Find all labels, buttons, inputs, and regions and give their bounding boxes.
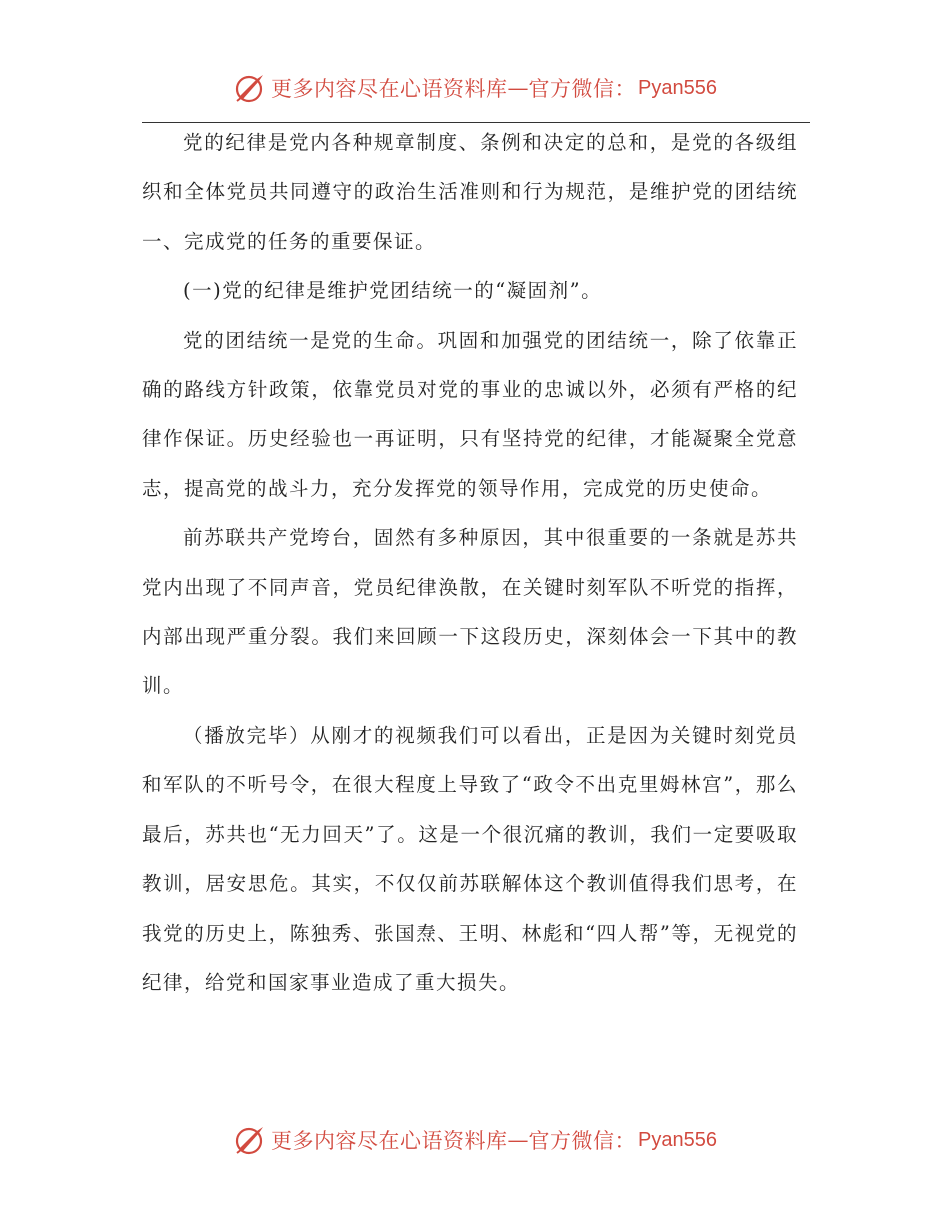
header-contact-id: Pyan556 [638,76,717,99]
header-banner-dash: — [507,76,529,100]
document-body [142,118,798,1007]
footer-banner-dash: — [507,1128,529,1152]
paragraph-unity: 党的团结统一是党的生命。巩固和加强党的团结统一，除了依靠正确的路线方针政策，依靠党员对党的事业的忠诚以外，必须有严格的纪律作保证。历史经验也一再证明，只有坚持党的纪律，才能凝聚全党意志，提高党的战斗力，充分发挥党的领导作用，完成党的历史使命。 [142,328,798,500]
section-heading: (一)党的纪律是维护党团结统一的“凝固剂”。 [183,279,603,303]
header-contact-label: 官方微信： [528,77,637,101]
footer-contact-label: 官方微信： [528,1129,637,1153]
footer-banner-text: 更多内容尽在心语资料库 [271,1129,508,1153]
header-banner [0,68,950,108]
quill-pen-logo-icon [233,71,267,105]
paragraph-soviet: 前苏联共产党垮台，固然有多种原因，其中很重要的一条就是苏共党内出现了不同声音，党员纪律涣散，在关键时刻军队不听党的指挥，内部出现严重分裂。我们来回顾一下这段历史，深刻体会一下其中的教训。 [142,526,798,698]
paragraph-lesson: （播放完毕）从刚才的视频我们可以看出，正是因为关键时刻党员和军队的不听号令，在很大程度上导致了“政令不出克里姆林宫”，那么最后，苏共也“无力回天”了。这是一个很沉痛的教训，我们一定要吸取教训，居安思危。其实，不仅仅前苏联解体这个教训值得我们思考，在我党的历史上，陈独秀、张国焘、王明、林彪和“四人帮”等，无视党的纪律，给党和国家事业造成了重大损失。 [142,723,798,994]
footer-contact-id: Pyan556 [638,1128,717,1151]
paragraph-intro: 党的纪律是党内各种规章制度、条例和决定的总和，是党的各级组织和全体党员共同遵守的政治生活准则和行为规范，是维护党的团结统一、完成党的任务的重要保证。 [142,131,798,253]
quill-pen-logo-icon [233,1123,267,1157]
header-banner-text: 更多内容尽在心语资料库 [271,77,508,101]
footer-banner [0,1120,950,1160]
